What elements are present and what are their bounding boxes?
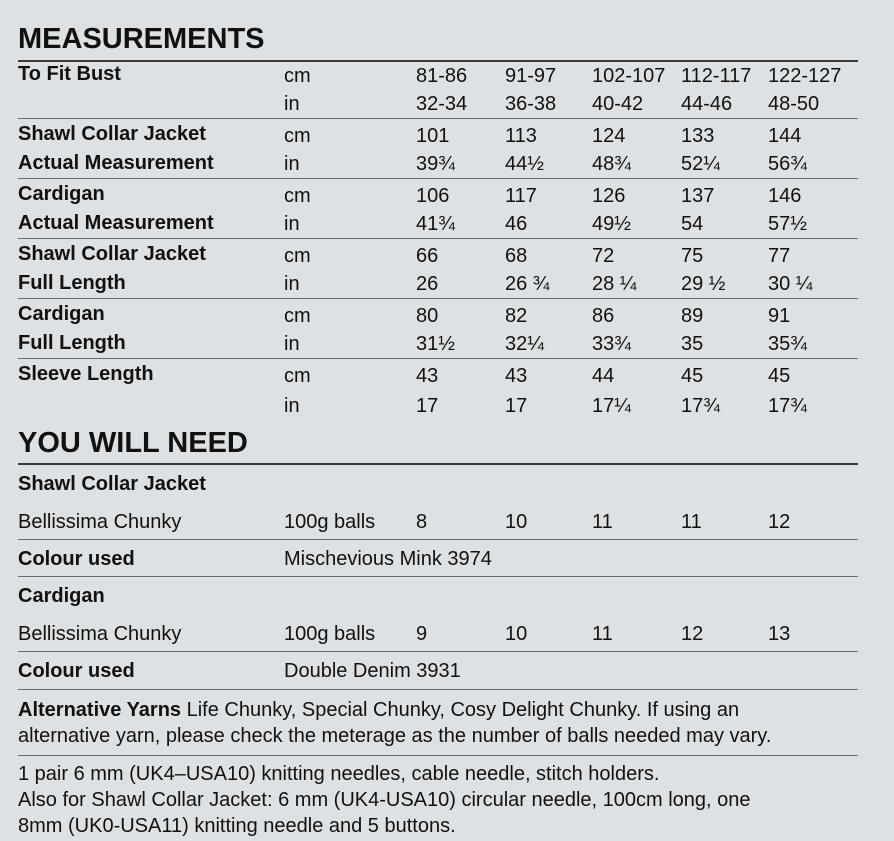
size-value: 91-97 [505,65,557,87]
unit-label: in [284,153,300,175]
divider [18,60,858,62]
size-value: 122-127 [768,65,842,87]
size-value: 46 [505,213,528,235]
divider [18,178,858,179]
size-value: 44 [592,365,615,387]
row-label: Shawl Collar Jacket [18,123,206,145]
unit-label: in [284,273,300,295]
unit-label: cm [284,245,311,267]
divider [18,689,858,690]
unit-label: in [284,333,300,355]
size-value: 66 [416,245,439,267]
unit-label: in [284,213,300,235]
row-label: Shawl Collar Jacket [18,243,206,265]
ball-count: 11 [592,511,613,533]
ball-count: 11 [681,511,702,533]
size-value: 144 [768,125,802,147]
size-value: 40-42 [592,93,644,115]
size-value: 80 [416,305,439,327]
unit-label: in [284,395,300,417]
size-value: 126 [592,185,626,207]
size-value: 35¾ [768,333,807,355]
alternative-yarns-label: Alternative Yarns [18,699,182,721]
row-label: Sleeve Length [18,363,154,385]
alternative-yarns-text: Life Chunky, Special Chunky, Cosy Delight Chunky. If using an [186,699,740,721]
divider [18,463,858,465]
unit-label: 100g balls [284,623,376,645]
size-value: 39¾ [416,153,455,175]
size-value: 29 ½ [681,273,726,295]
size-value: 45 [768,365,791,387]
size-value: 44½ [505,153,544,175]
size-value: 106 [416,185,450,207]
measurements-title: MEASUREMENTS [18,23,265,55]
size-value: 68 [505,245,528,267]
row-label: Actual Measurement [18,152,214,174]
size-value: 112-117 [681,65,752,87]
divider [18,298,858,299]
size-value: 81-86 [416,65,468,87]
needles-text: Also for Shawl Collar Jacket: 6 mm (UK4-USA10) circular needle, 100cm long, one [18,789,751,811]
size-value: 32-34 [416,93,468,115]
yarn-name: Bellissima Chunky [18,623,182,645]
colour-label: Colour used [18,660,135,682]
unit-label: in [284,93,300,115]
ball-count: 10 [505,623,528,645]
row-label: Actual Measurement [18,212,214,234]
size-value: 137 [681,185,715,207]
size-value: 91 [768,305,791,327]
size-value: 56¾ [768,153,807,175]
size-value: 113 [505,125,537,147]
colour-value: Mischevious Mink 3974 [284,548,492,570]
size-value: 41¾ [416,213,455,235]
size-value: 43 [416,365,439,387]
unit-label: 100g balls [284,511,376,533]
size-value: 133 [681,125,715,147]
size-value: 52¼ [681,153,720,175]
size-value: 32¼ [505,333,544,355]
row-label: Full Length [18,272,126,294]
yarn-name: Bellissima Chunky [18,511,182,533]
size-value: 82 [505,305,528,327]
needles-text: 1 pair 6 mm (UK4–USA10) knitting needles, cable needle, stitch holders. [18,763,660,785]
size-value: 17¾ [681,395,720,417]
section-heading: Cardigan [18,585,105,607]
colour-value: Double Denim 3931 [284,660,461,682]
unit-label: cm [284,305,311,327]
row-label: Cardigan [18,303,105,325]
divider [18,118,858,119]
row-label: Cardigan [18,183,105,205]
size-value: 48¾ [592,153,631,175]
divider [18,755,858,756]
size-value: 48-50 [768,93,820,115]
divider [18,651,858,652]
divider [18,358,858,359]
size-value: 44-46 [681,93,733,115]
size-value: 26 ¾ [505,273,550,295]
size-value: 17 [505,395,528,417]
ball-count: 13 [768,623,791,645]
size-value: 36-38 [505,93,557,115]
alternative-yarns-text: alternative yarn, please check the meterage as the number of balls needed may vary. [18,725,772,747]
size-value: 17 [416,395,439,417]
size-value: 17¾ [768,395,807,417]
unit-label: cm [284,125,311,147]
size-value: 49½ [592,213,631,235]
size-value: 75 [681,245,704,267]
you-will-need-title: YOU WILL NEED [18,427,248,459]
ball-count: 11 [592,623,613,645]
size-value: 35 [681,333,704,355]
divider [18,576,858,577]
size-value: 30 ¼ [768,273,813,295]
ball-count: 10 [505,511,528,533]
size-value: 31½ [416,333,455,355]
size-value: 45 [681,365,704,387]
size-value: 86 [592,305,615,327]
size-value: 124 [592,125,626,147]
size-value: 28 ¼ [592,273,637,295]
size-value: 117 [505,185,537,207]
size-value: 54 [681,213,704,235]
row-label: Full Length [18,332,126,354]
ball-count: 9 [416,623,428,645]
size-value: 146 [768,185,802,207]
ball-count: 12 [768,511,791,533]
size-value: 33¾ [592,333,631,355]
ball-count: 12 [681,623,704,645]
size-value: 89 [681,305,704,327]
size-value: 17¼ [592,395,631,417]
size-value: 43 [505,365,528,387]
divider [18,539,858,540]
size-value: 101 [416,125,450,147]
ball-count: 8 [416,511,428,533]
needles-text: 8mm (UK0-USA11) knitting needle and 5 buttons. [18,815,456,837]
section-heading: Shawl Collar Jacket [18,473,206,495]
size-value: 77 [768,245,791,267]
divider [18,238,858,239]
size-value: 102-107 [592,65,666,87]
colour-label: Colour used [18,548,135,570]
unit-label: cm [284,365,311,387]
unit-label: cm [284,185,311,207]
size-value: 26 [416,273,439,295]
unit-label: cm [284,65,311,87]
row-label: To Fit Bust [18,63,121,85]
size-value: 57½ [768,213,807,235]
size-value: 72 [592,245,615,267]
alternative-yarns-line [18,700,739,720]
